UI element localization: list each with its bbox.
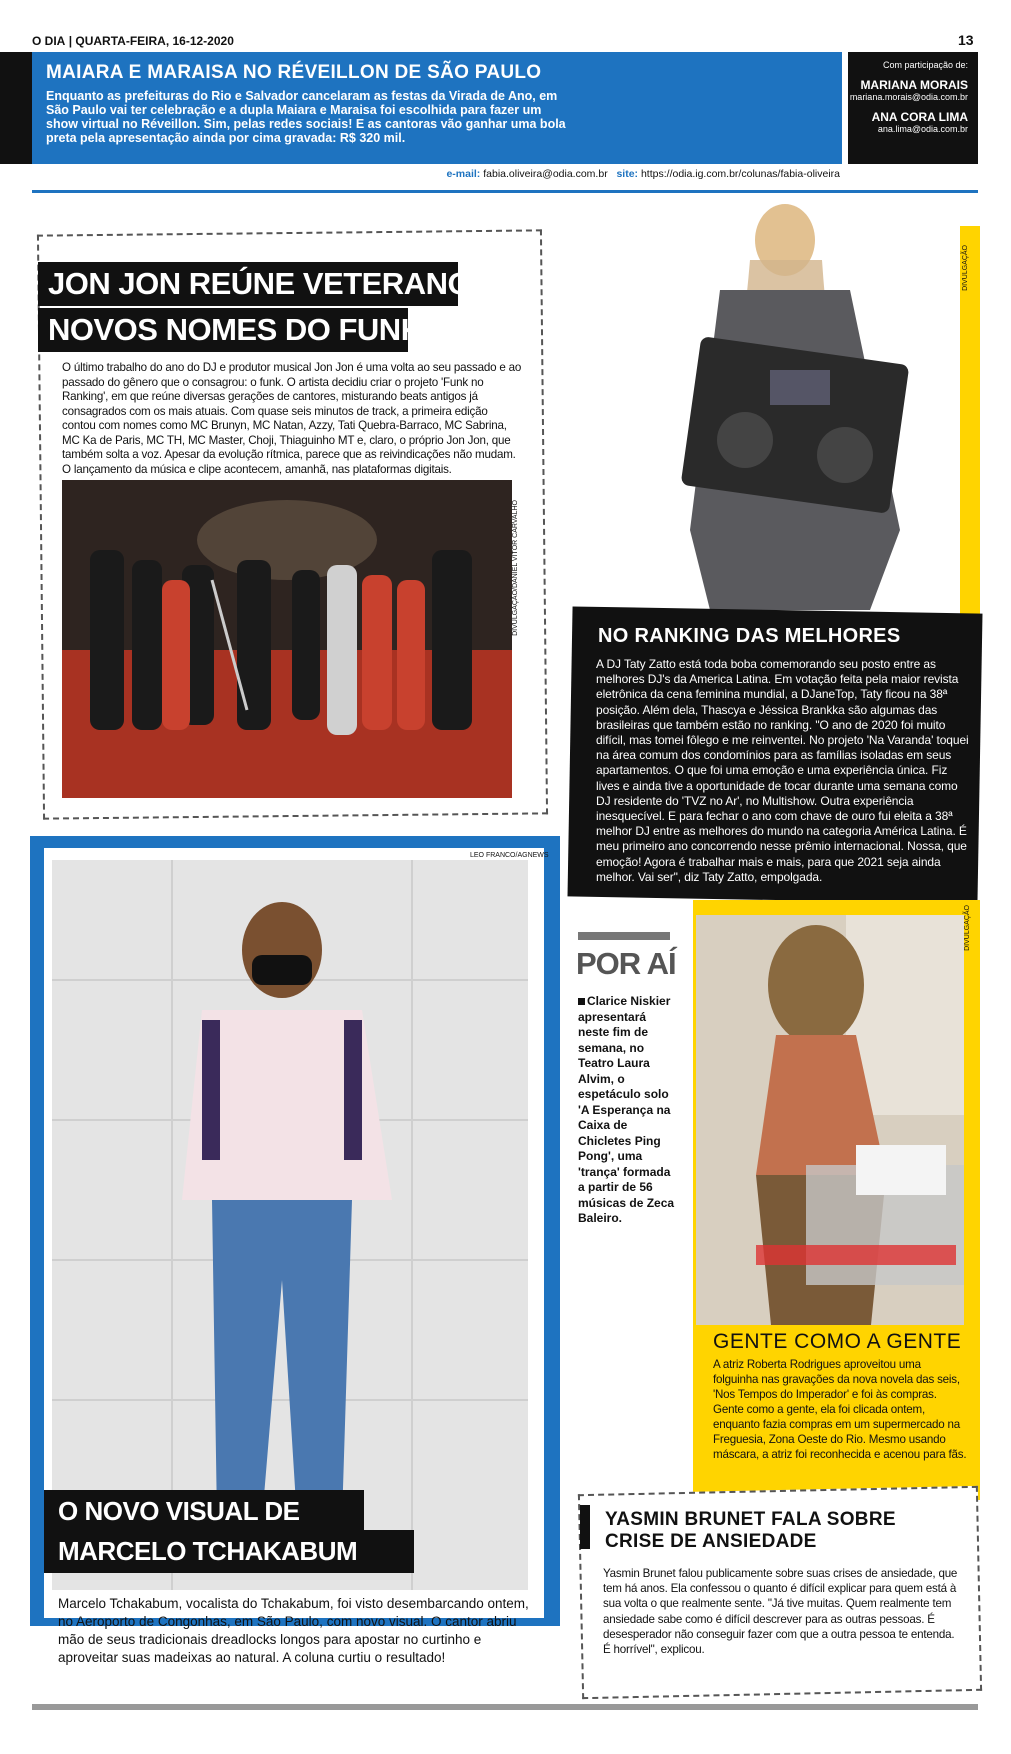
ranking-title: NO RANKING DAS MELHORES [598,625,901,647]
lead-box [32,52,842,164]
contributors-box [848,52,978,164]
por-ai-title: POR AÍ [576,946,676,981]
site-label: site: [616,168,639,180]
jonjon-headline-line1: JON JON REÚNE VETERANOS E [38,262,458,306]
email-link[interactable]: fabia.oliveira@odia.com.br [483,168,608,180]
gente-title: GENTE COMO A GENTE [713,1330,962,1353]
photo-credit: LEO FRANCO/AGNEWS [470,852,549,859]
lead-headline: MAIARA E MARAISA NO RÉVEILLON DE SÃO PAULO [46,62,542,83]
contact-line [420,168,840,180]
yasmin-accent-bar [580,1505,590,1549]
header-black-tab [0,52,32,164]
bullet-square-icon [578,998,585,1005]
divider: | [68,34,76,48]
site-link[interactable]: https://odia.ig.com.br/colunas/fabia-oliveira [640,168,840,180]
marcelo-photo [52,860,528,1590]
contributor-email[interactable]: mariana.morais@odia.com.br [849,92,968,102]
gente-body: A atriz Roberta Rodrigues aproveitou uma folguinha nas gravações da nova novela das seis, 'Nos Tempos do Imperador' e foi às compras. Gente como a gente, ela foi clicada ontem, enquanto fazia compras em um supermercado na Freguesia, Zona Oeste do Rio. Mesmo usando máscara, a atriz foi reconhecida e acenou para fãs. [713,1358,967,1461]
yasmin-body: Yasmin Brunet falou publicamente sobre suas crises de ansiedade, que tem há anos. Ela confessou o quanto é difícil explicar para quem está à sua volta o que realmente sente. "Já tive muitas. Quem realmente tem ansiedade sabe como é difícil descrever para as outras pessoas. É desesperador não conseguir fazer com que a outra pessoa te entenda. É horrível", explicou. [603,1567,958,1657]
por-ai-body [578,994,680,1227]
contributor-name: MARIANA MORAIS [860,78,968,92]
date: QUARTA-FEIRA, 16-12-2020 [75,34,234,48]
photo-credit: DIVULGAÇÃO [964,905,971,951]
contributor-email[interactable]: ana.lima@odia.com.br [877,124,968,134]
brand: O DIA [32,34,66,48]
contributor-name: ANA CORA LIMA [871,110,968,124]
ranking-body: A DJ Taty Zatto está toda boba comemorando seu posto entre as melhores DJ's da America Latina. Em votação feita pela maior revista eletrônica da cena feminina mundial, a DJaneTop, Taty ficou na 38ª posição. Além dela, Thascya e Jéssica Brankka são algumas das brasileiras que também estão no ranking. "O ano de 2020 foi muito difícil, mas tomei fôlego e me reinventei. No projeto 'Na Varanda' toquei na área comum dos condomínios para as famílias isoladas em seus apartamentos. O que foi uma emoção e uma experiência única. Fiz lives e ainda tive a oportunidade de tocar durante uma semana como DJ residente do 'TVZ no Ar', no Multishow. Outra experiência inesquecível. E para fechar o ano com chave de ouro fui eleita a 38ª melhor DJ entre as melhores do mundo na categoria América Latina. É meu primeiro ano concorrendo nesse prêmio internacional. Nossa, que emoção! Agora é trabalhar mais e mais, para que 2021 seja ainda melhor. Vai ser", diz Taty Zatto, empolgada. [596,657,969,884]
yasmin-title: YASMIN BRUNET FALA SOBRE CRISE DE ANSIEDADE [605,1509,896,1552]
por-ai-text: Clarice Niskier apresentará neste fim de semana, no Teatro Laura Alvim, o espetáculo solo 'A Esperança na Caixa de Chicletes Ping Pong', uma 'trança' formada a partir de 56 músicas de Zeca Baleiro. [578,994,675,1225]
por-ai-bar [578,932,670,940]
jonjon-body: O último trabalho do ano do DJ e produtor musical Jon Jon é uma volta ao seu passado e ao passado do gênero que o consagrou: o funk. O artista decidiu criar o projeto 'Funk no Ranking', em que reúne diversas gerações de cantores, misturando beats antigos já consagrados com os mais atuais. Com quase seis minutos de track, a primeira edição contou com nomes como MC Brunyn, MC Natan, Azzy, Tati Quebra-Barraco, MC Sabrina, MC Ka de Paris, MC TH, MC Master, Choji, Thiaguinho MT e, claro, o próprio Jon Jon, que também solta a voz. Apesar da evolução rítmica, parece que as reivindicações não mudam. O lançamento da música e clipe acontecem, amanhã, nas plataformas digitais. [62,361,522,476]
footer-rule [32,1704,978,1710]
photo-credit: DIVULGAÇÃO/DANIEL VITOR CARVALHO [512,500,519,636]
jonjon-group-photo [62,480,512,798]
page-number: 13 [958,32,974,48]
masthead-line [32,34,234,48]
roberta-supermarket-photo [696,915,964,1325]
header-rule [32,190,978,193]
marcelo-headline-line1: O NOVO VISUAL DE [44,1490,364,1533]
jonjon-headline-line2: NOVOS NOMES DO FUNK [38,308,408,352]
photo-credit: DIVULGAÇÃO [962,245,969,291]
dj-taty-photo [600,200,980,610]
email-label: e-mail: [446,168,481,180]
marcelo-headline-line2: MARCELO TCHAKABUM [44,1530,414,1573]
lead-deck: Enquanto as prefeituras do Rio e Salvador cancelaram as festas da Virada de Ano, em São Paulo vai ter celebração e a dupla Maiara e Maraisa foi escolhida para fazer um show virtual no Réveillon. Sim, pelas redes sociais! E as cantoras vão ganhar uma bola preta pela apresentação ainda por cima gravada: R$ 320 mil. [46,89,566,145]
marcelo-body: Marcelo Tchakabum, vocalista do Tchakabum, foi visto desembarcando ontem, no Aeroporto de Congonhas, em São Paulo, com novo visual. O cantor abriu mão de seus tradicionais dreadlocks longos para apostar no curtinho e aproveitar suas madeixas ao natural. A coluna curtiu o resultado! [58,1596,529,1665]
contributors-label: Com participação de: [882,60,968,70]
